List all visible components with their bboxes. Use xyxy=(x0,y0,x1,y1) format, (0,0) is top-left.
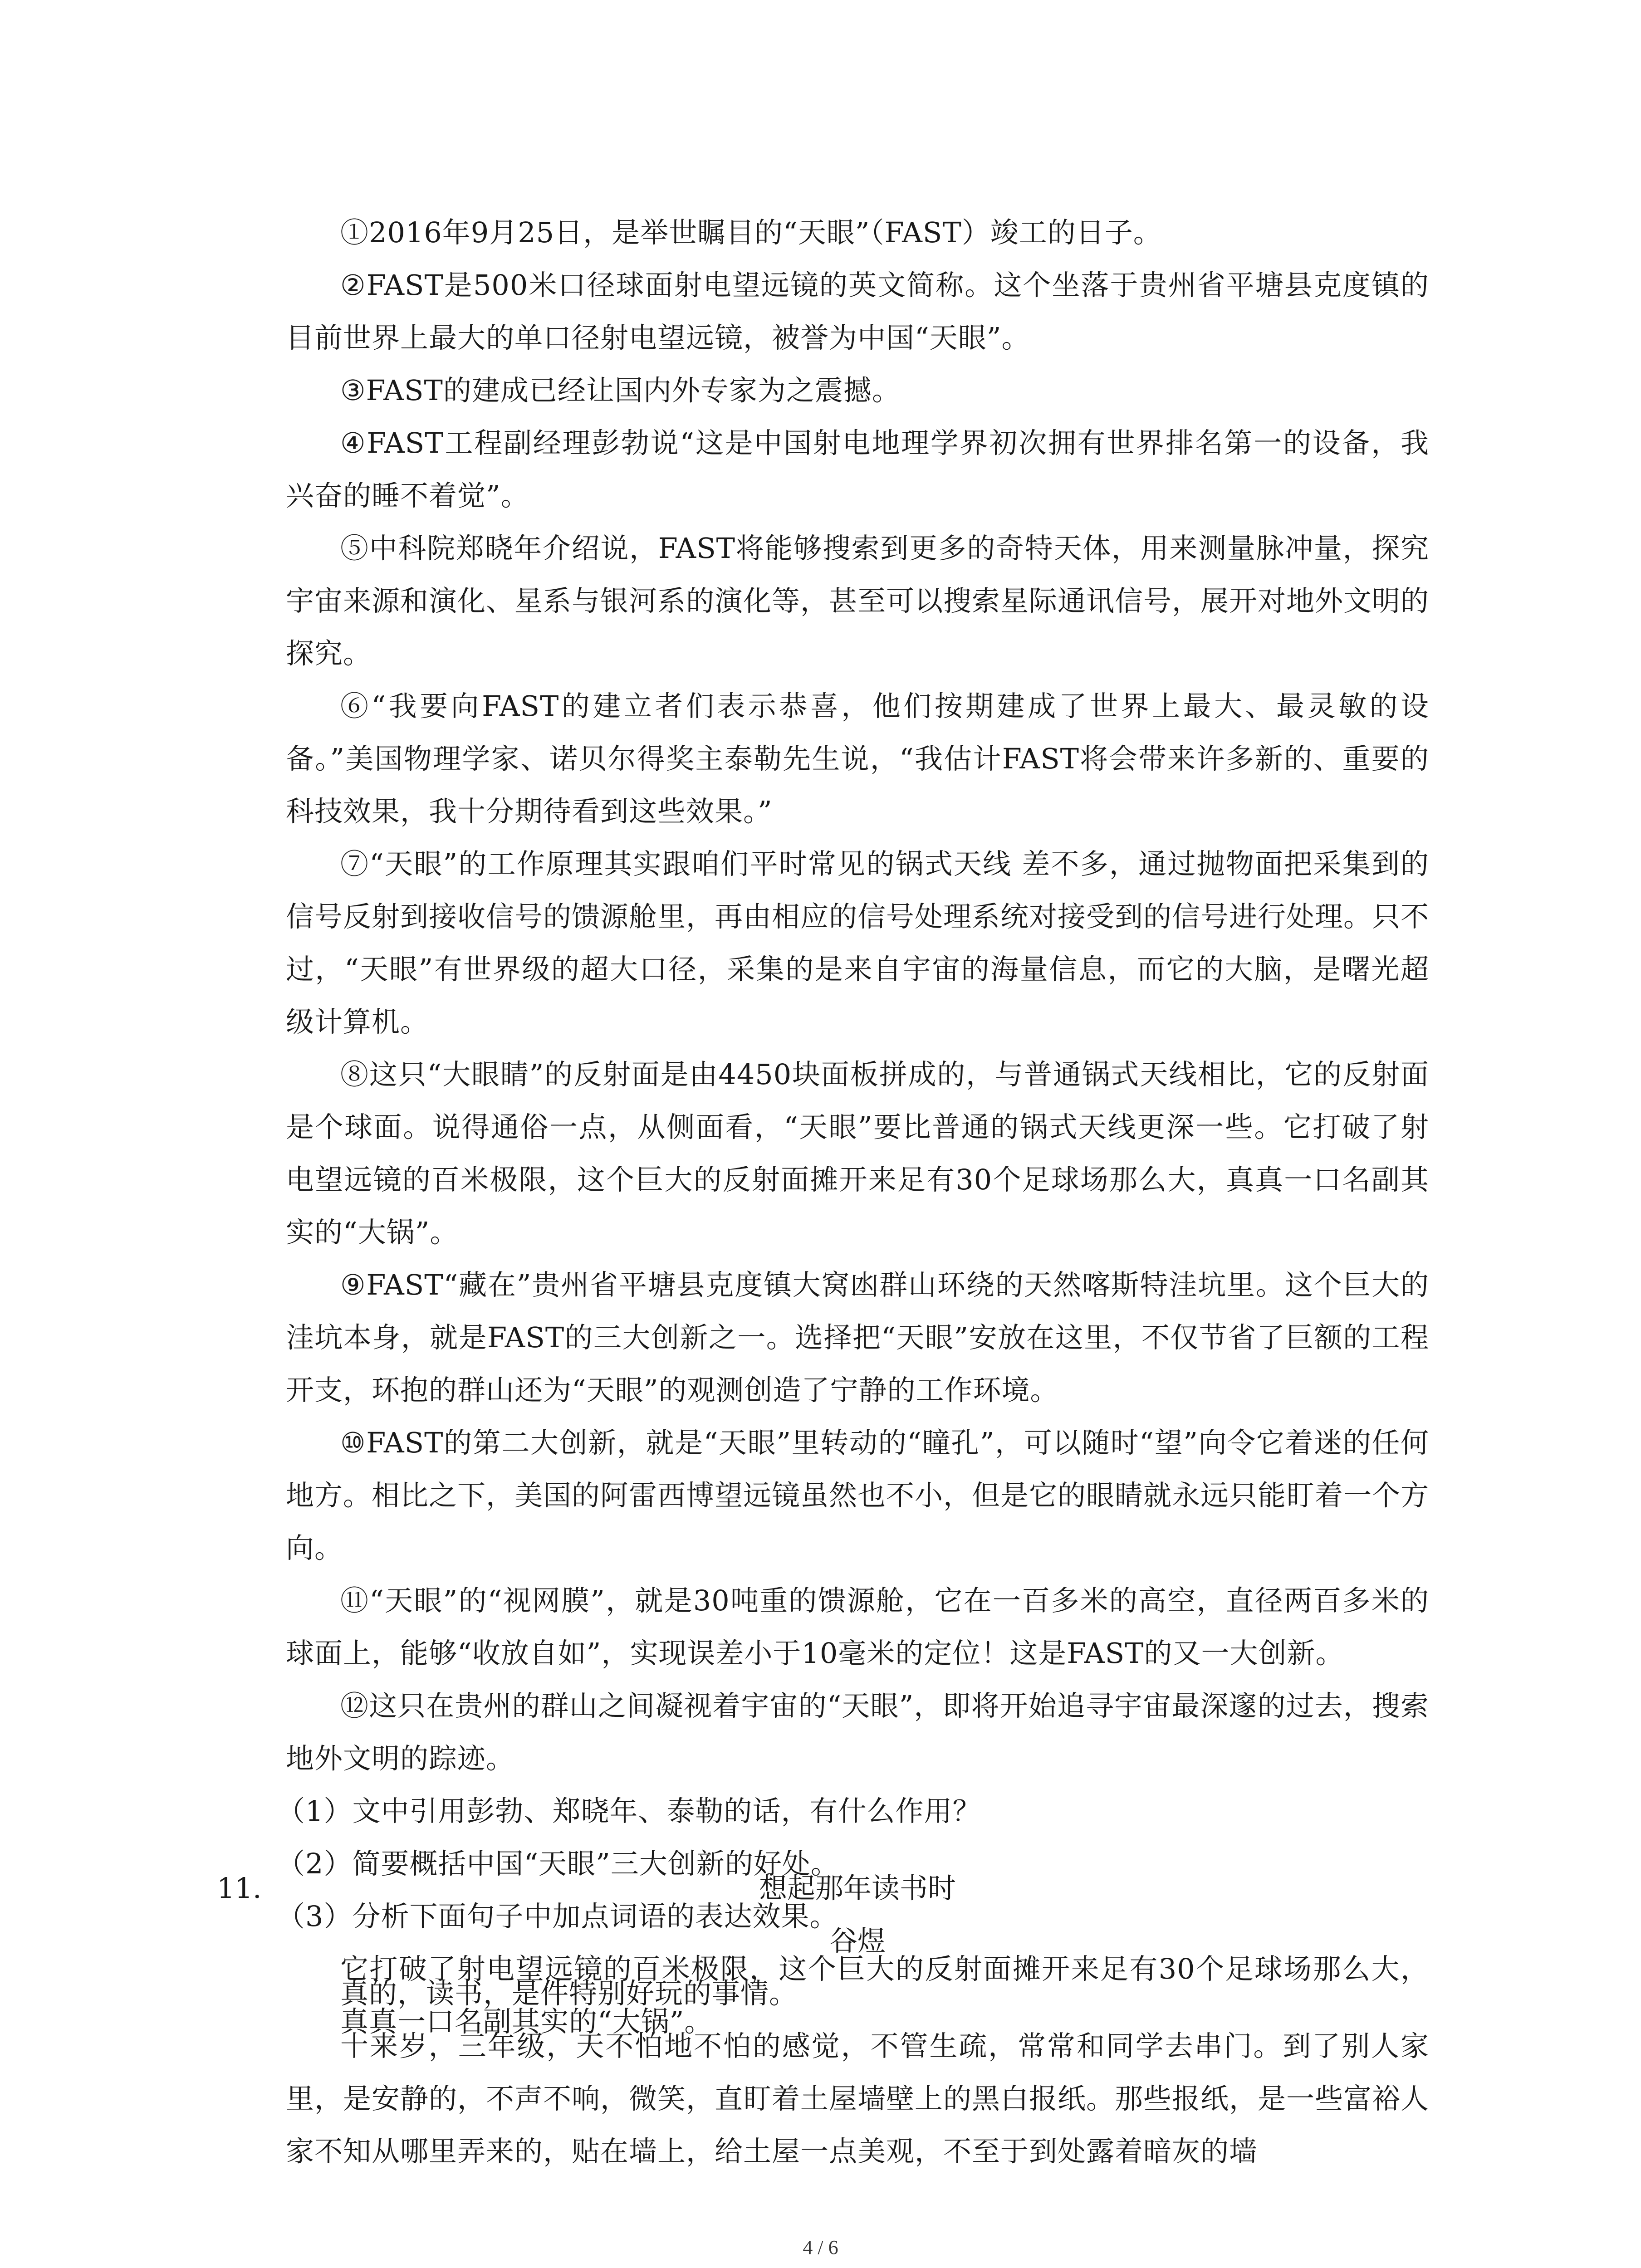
passage-paragraph-8: ⑧这只“大眼睛”的反射面是由4450块面板拼成的，与普通锅式天线相比，它的反射面是个球面。说得通俗一点，从侧面看，“天眼”要比普通的锅式天线更深一些。它打破了射电望远镜的百米极限，这个巨大的反射面摊开来足有30个足球场那么大，真真一口名副其实的“大锅”。 xyxy=(286,1058,1429,1249)
passage-paragraph-1: ①2016年9月25日，是举世瞩目的“天眼”（FAST）竣工的日子。 xyxy=(340,216,1162,249)
article-paragraph-1: 真的，读书，是件特别好玩的事情。 xyxy=(340,1977,798,2010)
question-1: （1）文中引用彭勃、郑晓年、泰勒的话，有什么作用？ xyxy=(277,1794,981,1828)
page-number: 4 / 6 xyxy=(803,2236,838,2258)
passage-paragraph-2: ②FAST是500米口径球面射电望远镜的英文简称。这个坐落于贵州省平塘县克度镇的目前世界上最大的单口径射电望远镜，被誉为中国“天眼”。 xyxy=(286,269,1429,354)
question-2: （2）简要概括中国“天眼”三大创新的好处。 xyxy=(277,1847,839,1880)
passage-paragraph-7: ⑦“天眼”的工作原理其实跟咱们平时常见的锅式天线 差不多，通过抛物面把采集到的信号反射到接收信号的馈源舱里，再由相应的信号处理系统对接受到的信号进行处理。只不过，“天眼”有世界级的超大口径，采集的是来自宇宙的海量信息，而它的大脑，是曙光超级计算机。 xyxy=(286,847,1430,1038)
question-number: 11. xyxy=(217,1872,262,1905)
article-paragraph-2: 十来岁，三年级，天不怕地不怕的感觉，不管生疏，常常和同学去串门。到了别人家里，是安静的，不声不响，微笑，直盯着土屋墙壁上的黑白报纸。那些报纸，是一些富裕人家不知从哪里弄来的，贴在墙上，给土屋一点美观，不至于到处露着暗灰的墙 xyxy=(286,2029,1430,2168)
passage-paragraph-3: ③FAST的建成已经让国内外专家为之震撼。 xyxy=(340,374,901,407)
passage-paragraph-4: ④FAST工程副经理彭勃说“这是中国射电地理学界初次拥有世界排名第一的设备，我兴奋的睡不着觉”。 xyxy=(286,426,1429,512)
quoted-sentence: 它打破了射电望远镜的百米极限，这个巨大的反射面摊开来足有30个足球场那么大，真真一口名副其实的“大锅”。 xyxy=(340,1952,1429,2038)
passage-paragraph-5: ⑤中科院郑晓年介绍说，FAST将能够搜索到更多的奇特天体，用来测量脉冲量，探究宇宙来源和演化、星系与银河系的演化等，甚至可以搜索星际通讯信号，展开对地外文明的探究。 xyxy=(286,532,1430,670)
passage-paragraph-10: ⑩FAST的第二大创新，就是“天眼”里转动的“瞳孔”，可以随时“望”向令它着迷的任何地方。相比之下，美国的阿雷西博望远镜虽然也不小，但是它的眼睛就永远只能盯着一个方向。 xyxy=(286,1426,1430,1564)
article-title: 想起那年读书时 xyxy=(759,1872,956,1905)
article-heading xyxy=(286,1862,1429,1967)
passage-paragraph-9: ⑨FAST“藏在”贵州省平塘县克度镇大窝凼群山环绕的天然喀斯特洼坑里。这个巨大的洼坑本身，就是FAST的三大创新之一。选择把“天眼”安放在这里，不仅节省了巨额的工程开支，环抱的群山还为“天眼”的观测创造了宁静的工作环境。 xyxy=(286,1268,1429,1407)
passage-paragraph-12: ⑫这只在贵州的群山之间凝视着宇宙的“天眼”，即将开始追寻宇宙最深邃的过去，搜索地外文明的踪迹。 xyxy=(286,1689,1429,1775)
question-3: （3）分析下面句子中加点词语的表达效果。 xyxy=(277,1900,838,1933)
passage-paragraph-11: ⑪“天眼”的“视网膜”，就是30吨重的馈源舱，它在一百多米的高空，直径两百多米的球面上，能够“收放自如”，实现误差小于10毫米的定位！这是FAST的又一大创新。 xyxy=(286,1584,1429,1670)
fast-passage xyxy=(277,206,1430,2048)
passage-paragraph-6: ⑥“我要向FAST的建立者们表示恭喜，他们按期建成了世界上最大、最灵敏的设备。”美国物理学家、诺贝尔得奖主泰勒先生说，“我估计FAST将会带来许多新的、重要的科技效果，我十分期待看到这些效果。” xyxy=(286,689,1429,828)
article-author: 谷煜 xyxy=(829,1924,886,1957)
article-body xyxy=(286,1967,1429,2178)
